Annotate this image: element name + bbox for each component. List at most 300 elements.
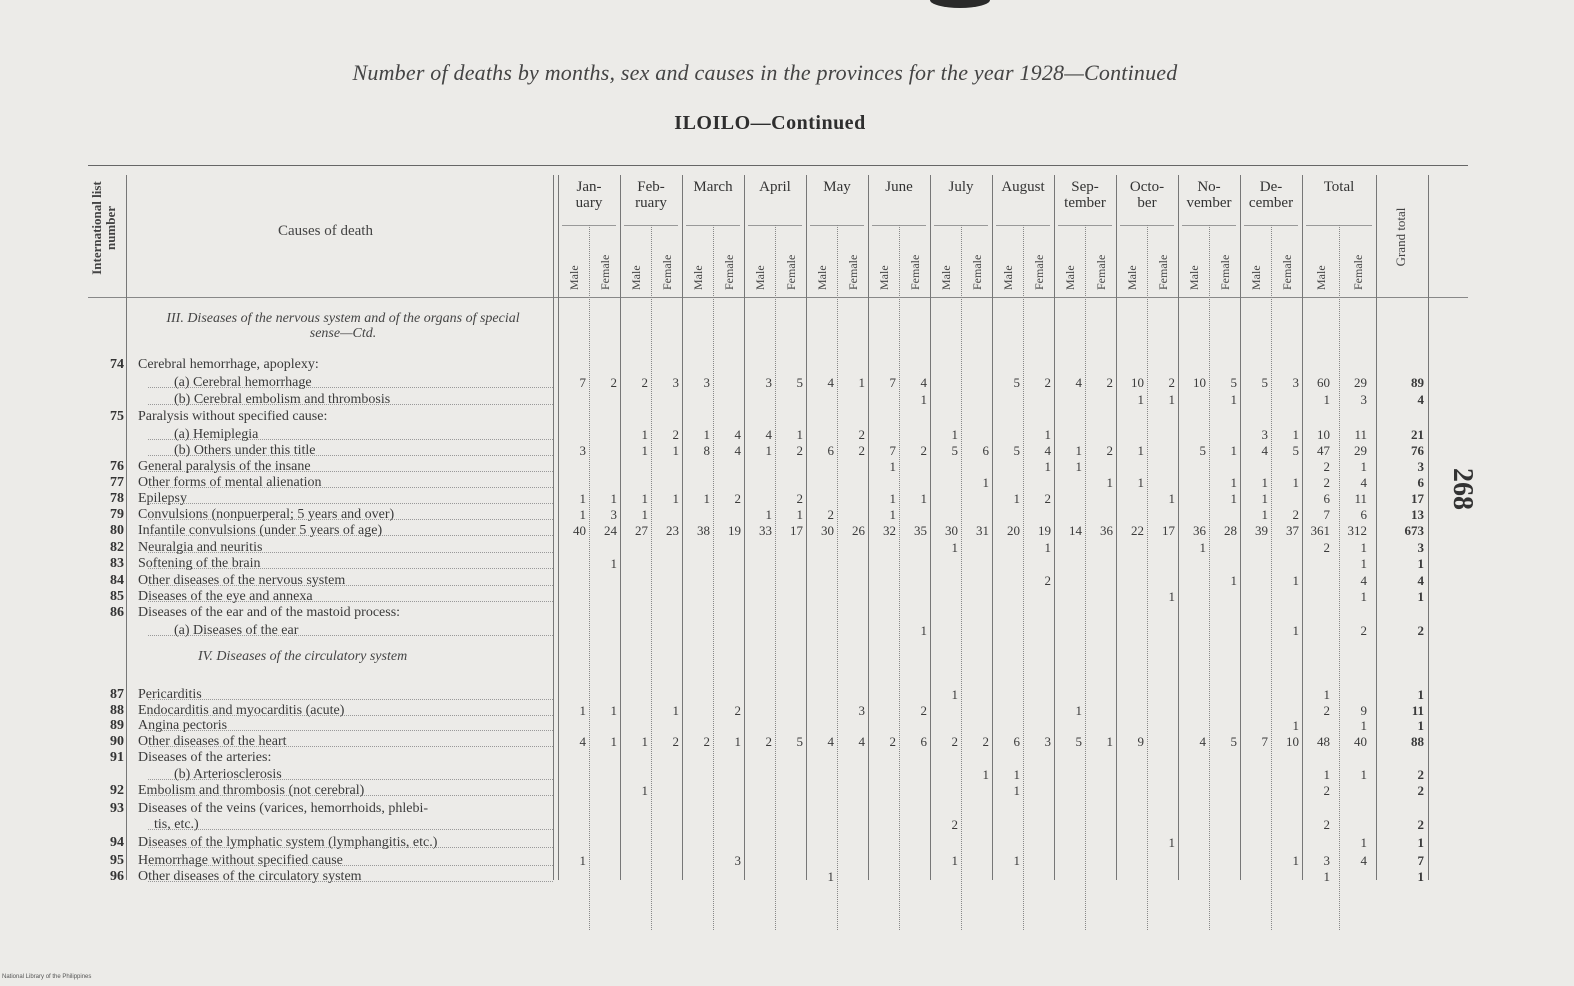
column-rule [1178,175,1179,880]
table-cell: 6 [1323,491,1330,506]
table-cell: 3 [1360,392,1367,407]
table-cell: 10 [1193,375,1206,390]
row-number: 92 [110,783,124,798]
table-cell: 2 [982,734,989,749]
table-cell: 1 [765,507,772,522]
table-cell: 1 [1013,767,1020,782]
table-cell: 1 [1360,459,1367,474]
table-cell: 1 [1044,540,1051,555]
row-number: 75 [110,409,124,424]
table-cell: 36 [1100,523,1113,538]
table-cell: 2 [1417,783,1424,798]
cause-label: Diseases of the eye and annexa [138,589,313,604]
cause-label: Other diseases of the circulatory system [138,869,362,884]
table-cell: 31 [976,523,989,538]
table-cell: 1 [703,491,710,506]
table-cell: 11 [1354,491,1367,506]
table-cell: 1 [1292,427,1299,442]
table-top-rule [88,165,1468,166]
row-number: 95 [110,853,124,868]
column-rule [126,175,127,880]
section-header: IV. Diseases of the circulatory system [198,649,408,664]
table-cell: 1 [641,507,648,522]
table-cell: 36 [1193,523,1206,538]
table-cell: 1 [796,507,803,522]
table-cell: 1 [920,392,927,407]
table-cell: 2 [796,443,803,458]
section-header: III. Diseases of the nervous system and of the organs of special sense—Ctd. [166,311,520,341]
table-cell: 5 [1199,443,1206,458]
table-cell: 4 [579,734,586,749]
subcolumn-rule [1209,225,1210,930]
table-cell: 1 [1261,507,1268,522]
male-label: Male [814,265,829,290]
row-number: 89 [110,718,124,733]
male-label: Male [628,265,643,290]
row-number: 86 [110,605,124,620]
table-cell: 3 [1417,540,1424,555]
column-rule [558,175,559,880]
table-cell: 11 [1354,427,1367,442]
table-cell: 1 [1044,427,1051,442]
row-number: 88 [110,703,124,718]
column-rule [1054,175,1055,880]
table-cell: 1 [1323,687,1330,702]
table-cell: 1 [579,853,586,868]
table-cell: 24 [604,523,617,538]
table-cell: 1 [734,734,741,749]
page-title: Number of deaths by months, sex and causes in the provinces for the year 1928—Continued [352,60,1178,85]
table-cell: 4 [734,443,741,458]
subcolumn-rule [651,225,652,930]
table-cell: 1 [1323,869,1330,884]
table-cell: 2 [951,734,958,749]
table-cell: 1 [1261,475,1268,490]
subcolumn-rule [1339,225,1340,930]
cause-label: (b) Cerebral embolism and thrombosis [174,392,391,407]
table-cell: 5 [796,734,803,749]
table-cell: 673 [1404,523,1424,538]
intl-list-header: International list number [89,181,118,275]
table-cell: 4 [1075,375,1082,390]
subcolumn-rule [713,225,714,930]
table-cell: 22 [1131,523,1144,538]
subcolumn-rule [837,225,838,930]
table-cell: 4 [1261,443,1268,458]
leader-dots [148,699,553,700]
table-cell: 2 [858,427,865,442]
table-cell: 2 [1292,507,1299,522]
female-label: Female [969,254,984,290]
table-cell: 19 [1038,523,1051,538]
table-cell: 7 [1261,734,1268,749]
cause-label: Neuralgia and neuritis [138,540,263,555]
table-cell: 1 [1417,687,1424,702]
table-cell: 1 [1168,589,1175,604]
table-cell: 5 [1013,375,1020,390]
leader-dots [148,503,553,504]
column-rule [1302,175,1303,880]
table-cell: 1 [827,869,834,884]
table-cell: 1 [1199,540,1206,555]
column-rule [992,175,993,880]
table-cell: 9 [1360,703,1367,718]
table-cell: 10 [1317,427,1330,442]
table-cell: 1 [1106,475,1113,490]
cause-label: Other diseases of the heart [138,734,287,749]
row-number: 91 [110,750,124,765]
table-cell: 6 [1013,734,1020,749]
female-label: Female [783,254,798,290]
table-cell: 9 [1137,734,1144,749]
table-cell: 4 [1044,443,1051,458]
table-cell: 6 [982,443,989,458]
table-cell: 1 [951,540,958,555]
table-cell: 2 [827,507,834,522]
table-cell: 2 [1417,623,1424,638]
table-cell: 1 [579,491,586,506]
table-cell: 1 [1230,392,1237,407]
table-cell: 40 [1354,734,1367,749]
table-cell: 1 [579,703,586,718]
male-label: Male [1062,265,1077,290]
cause-label: (a) Diseases of the ear [174,623,299,638]
table-cell: 5 [1013,443,1020,458]
row-number: 96 [110,869,124,884]
table-cell: 1 [1360,556,1367,571]
subcolumn-rule [1023,225,1024,930]
cause-label: Cerebral hemorrhage, apoplexy: [138,357,319,372]
subcolumn-rule [1147,225,1148,930]
subcolumn-rule [775,225,776,930]
cause-label: Convulsions (nonpuerperal; 5 years and over) [138,507,395,522]
table-cell: 1 [1106,734,1113,749]
table-cell: 60 [1317,375,1330,390]
column-rule [1116,175,1117,880]
cause-label: Infantile convulsions (under 5 years of age) [138,523,383,538]
table-cell: 3 [1417,459,1424,474]
table-cell: 1 [889,491,896,506]
cause-label: Angina pectoris [138,718,228,733]
cause-label: Embolism and thrombosis (not cerebral) [138,783,365,798]
table-cell: 1 [1417,869,1424,884]
table-cell: 1 [982,475,989,490]
page-number: 268 [1447,468,1478,510]
cause-label: (b) Arteriosclerosis [174,767,282,782]
female-label: Female [1350,254,1365,290]
cause-label: (a) Hemiplegia [174,427,259,442]
table-cell: 1 [1417,589,1424,604]
table-cell: 30 [945,523,958,538]
table-cell: 2 [1323,817,1330,832]
table-cell: 2 [920,703,927,718]
table-cell: 1 [1230,443,1237,458]
cause-label: Pericarditis [138,687,202,702]
table-cell: 1 [1360,589,1367,604]
male-label: Male [876,265,891,290]
cause-label: Softening of the brain [138,556,261,571]
table-cell: 2 [610,375,617,390]
table-cell: 2 [1044,573,1051,588]
table-cell: 2 [1360,623,1367,638]
table-cell: 10 [1131,375,1144,390]
row-number: 80 [110,523,124,538]
table-cell: 4 [734,427,741,442]
cause-label: Diseases of the arteries: [138,750,272,765]
male-label: Male [752,265,767,290]
subcolumn-rule [961,225,962,930]
female-label: Female [1093,254,1108,290]
table-cell: 89 [1411,375,1424,390]
table-cell: 1 [1261,491,1268,506]
column-rule [620,175,621,880]
table-cell: 1 [1230,491,1237,506]
row-number: 84 [110,573,124,588]
table-cell: 4 [920,375,927,390]
table-cell: 1 [703,427,710,442]
table-cell: 1 [1230,573,1237,588]
table-cell: 1 [1417,718,1424,733]
table-cell: 2 [1323,783,1330,798]
table-cell: 1 [1360,835,1367,850]
month-header: Total [1323,179,1355,195]
table-cell: 8 [703,443,710,458]
table-cell: 2 [1044,375,1051,390]
row-number: 90 [110,734,124,749]
table-cell: 88 [1411,734,1424,749]
table-cell: 1 [1360,540,1367,555]
male-label: Male [566,265,581,290]
table-cell: 1 [1417,835,1424,850]
cause-label: General paralysis of the insane [138,459,311,474]
table-cell: 2 [951,817,958,832]
table-cell: 3 [1044,734,1051,749]
table-cell: 7 [1417,853,1424,868]
table-cell: 2 [703,734,710,749]
table-cell: 7 [1323,507,1330,522]
cause-label: Other forms of mental alienation [138,475,322,490]
table-cell: 27 [635,523,648,538]
column-rule [744,175,745,880]
table-cell: 2 [1323,540,1330,555]
page-subtitle: ILOILO—Continued [674,112,866,134]
table-cell: 1 [1168,835,1175,850]
table-cell: 1 [1360,718,1367,733]
table-cell: 28 [1224,523,1237,538]
month-header: July [948,179,974,195]
table-cell: 1 [1323,392,1330,407]
table-cell: 4 [1417,573,1424,588]
row-number: 76 [110,459,124,474]
table-cell: 1 [1168,491,1175,506]
female-label: Female [659,254,674,290]
table-cell: 1 [920,491,927,506]
table-cell: 1 [858,375,865,390]
grand-total-header: Grand total [1393,207,1408,267]
table-cell: 7 [889,375,896,390]
table-cell: 1 [1044,459,1051,474]
table-cell: 32 [883,523,896,538]
cause-label: Endocarditis and myocarditis (acute) [138,703,345,718]
table-cell: 7 [579,375,586,390]
table-cell: 1 [1075,459,1082,474]
table-cell: 1 [1137,475,1144,490]
row-number: 74 [110,357,124,372]
month-header: De- cember [1248,179,1294,211]
table-cell: 29 [1354,375,1367,390]
table-cell: 6 [920,734,927,749]
leader-dots [148,829,553,830]
male-label: Male [1000,265,1015,290]
table-cell: 5 [951,443,958,458]
table-cell: 1 [1292,475,1299,490]
table-cell: 1 [672,703,679,718]
row-number: 94 [110,835,124,850]
cause-label: Diseases of the ear and of the mastoid process: [138,605,401,620]
table-cell: 4 [827,734,834,749]
female-label: Female [907,254,922,290]
table-cell: 3 [734,853,741,868]
cause-label: Paralysis without specified cause: [138,409,328,424]
table-cell: 2 [1106,443,1113,458]
table-cell: 1 [1075,443,1082,458]
male-label: Male [1124,265,1139,290]
table-cell: 1 [1168,392,1175,407]
row-number: 85 [110,589,124,604]
table-cell: 2 [889,734,896,749]
table-cell: 2 [1417,817,1424,832]
column-rule [553,175,554,880]
table-cell: 1 [1323,767,1330,782]
table-cell: 5 [1261,375,1268,390]
row-number: 82 [110,540,124,555]
table-cell: 1 [889,459,896,474]
table-cell: 14 [1069,523,1082,538]
column-rule [806,175,807,880]
table-cell: 1 [1013,491,1020,506]
female-label: Female [1155,254,1170,290]
table-cell: 1 [1292,573,1299,588]
row-number: 79 [110,507,124,522]
table-cell: 2 [796,491,803,506]
table-cell: 40 [573,523,586,538]
month-header: No- vember [1186,179,1232,211]
table-cell: 48 [1317,734,1330,749]
table-cell: 2 [1323,475,1330,490]
subcolumn-rule [1085,225,1086,930]
table-cell: 4 [1360,475,1367,490]
table-cell: 1 [641,783,648,798]
table-cell: 39 [1255,523,1268,538]
table-cell: 17 [1162,523,1175,538]
row-number: 78 [110,491,124,506]
table-cell: 4 [1360,853,1367,868]
table-cell: 1 [610,491,617,506]
table-cell: 20 [1007,523,1020,538]
table-cell: 6 [1417,475,1424,490]
female-label: Female [721,254,736,290]
table-cell: 29 [1354,443,1367,458]
table-cell: 4 [765,427,772,442]
table-cell: 4 [1417,392,1424,407]
table-cell: 1 [951,427,958,442]
table-cell: 5 [796,375,803,390]
table-cell: 1 [610,556,617,571]
subcolumn-rule [899,225,900,930]
table-cell: 1 [1013,853,1020,868]
table-cell: 17 [790,523,803,538]
table-cell: 30 [821,523,834,538]
male-label: Male [1313,265,1328,290]
table-cell: 1 [951,853,958,868]
table-cell: 35 [914,523,927,538]
cause-label: (b) Others under this title [174,443,316,458]
table-cell: 1 [641,734,648,749]
table-cell: 361 [1310,523,1330,538]
table-cell: 2 [765,734,772,749]
table-cell: 1 [765,443,772,458]
table-cell: 5 [1230,375,1237,390]
table-cell: 3 [1261,427,1268,442]
table-cell: 3 [579,443,586,458]
table-cell: 76 [1411,443,1424,458]
table-cell: 1 [1292,853,1299,868]
table-cell: 3 [672,375,679,390]
table-cell: 1 [1417,556,1424,571]
table-cell: 2 [734,703,741,718]
cause-label: Hemorrhage without specified cause [138,853,343,868]
table-cell: 1 [610,703,617,718]
table-cell: 4 [827,375,834,390]
table-cell: 2 [1168,375,1175,390]
table-cell: 1 [672,443,679,458]
table-cell: 33 [759,523,772,538]
table-cell: 312 [1347,523,1367,538]
row-number: 93 [110,801,124,816]
male-label: Male [1248,265,1263,290]
column-rule [1376,175,1377,880]
table-cell: 2 [1106,375,1113,390]
female-label: Female [1217,254,1232,290]
table-cell: 3 [765,375,772,390]
cause-label: Diseases of the lymphatic system (lymphangitis, etc.) [138,835,438,850]
table-cell: 4 [1360,573,1367,588]
table-cell: 2 [1323,459,1330,474]
table-cell: 37 [1286,523,1299,538]
subcolumn-rule [1271,225,1272,930]
month-header: August [1001,179,1045,195]
table-cell: 1 [951,687,958,702]
table-cell: 5 [1292,443,1299,458]
male-label: Male [1186,265,1201,290]
table-cell: 1 [1075,703,1082,718]
table-cell: 1 [1137,443,1144,458]
column-rule [1428,175,1429,880]
table-cell: 2 [672,734,679,749]
table-cell: 3 [1292,375,1299,390]
mortality-table [88,165,1468,884]
table-cell: 4 [858,734,865,749]
table-cell: 3 [1323,853,1330,868]
month-header: Jan- uary [575,179,603,211]
month-header: Octo- ber [1129,179,1165,211]
cause-label: tis, etc.) [154,817,199,832]
column-rule [930,175,931,880]
month-header: Sep- tember [1064,179,1106,211]
female-label: Female [1031,254,1046,290]
table-cell: 1 [796,427,803,442]
table-cell: 5 [1230,734,1237,749]
